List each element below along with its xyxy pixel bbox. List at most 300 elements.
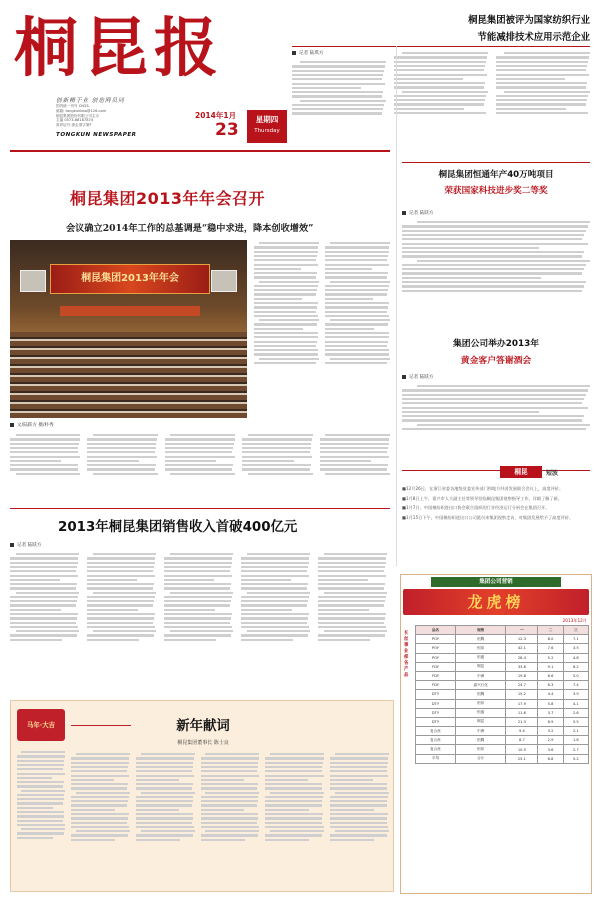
- text-line: [325, 323, 388, 325]
- text-line: [417, 424, 590, 426]
- text-line: [201, 813, 259, 815]
- text-line: [201, 762, 259, 764]
- text-line: [254, 268, 301, 270]
- text-line: [330, 800, 387, 802]
- market-cell: 恒邦: [455, 745, 505, 754]
- text-line: [241, 613, 309, 615]
- text-line: [247, 630, 310, 632]
- text-line: [265, 809, 309, 811]
- main-body-right: [254, 240, 390, 430]
- text-line: [496, 103, 586, 105]
- text-line: [496, 86, 586, 88]
- market-cell: 恒盛: [455, 653, 505, 662]
- newyear-title: 新年献词: [176, 719, 230, 734]
- text-line: [93, 473, 158, 475]
- text-line: [136, 813, 194, 815]
- text-line: [164, 579, 214, 581]
- market-cell: FDY: [416, 671, 456, 680]
- text-line: [164, 575, 232, 577]
- text-line: [17, 785, 63, 787]
- text-line: [402, 255, 582, 257]
- text-line: [504, 52, 590, 54]
- text-line: [265, 813, 323, 815]
- text-line: [254, 341, 317, 343]
- text-line: [265, 834, 322, 836]
- text-line: [87, 460, 138, 462]
- text-line: [10, 596, 78, 598]
- text-line: [71, 779, 114, 781]
- text-line: [10, 447, 78, 449]
- text-line: [254, 349, 318, 351]
- market-cell: 恒腾: [455, 690, 505, 699]
- text-line: [330, 762, 388, 764]
- market-cell: 复合丝: [416, 745, 456, 754]
- text-line: [87, 596, 155, 598]
- text-line: [17, 832, 64, 834]
- text-line: [496, 74, 589, 76]
- text-line: [325, 306, 388, 308]
- text-line: [318, 613, 386, 615]
- market-cell: 2.1: [563, 727, 588, 736]
- text-line: [496, 69, 586, 71]
- text-line: [265, 766, 322, 768]
- text-line: [201, 757, 259, 759]
- text-line: [292, 70, 384, 72]
- text-line: [292, 87, 361, 89]
- text-line: [496, 65, 587, 67]
- text-line: [335, 830, 389, 832]
- text-line: [17, 781, 64, 783]
- text-line: [201, 804, 257, 806]
- text-line: [164, 617, 231, 619]
- text-line: [164, 604, 230, 606]
- text-line: [93, 434, 158, 436]
- text-line: [136, 770, 192, 772]
- text-line: [16, 630, 79, 632]
- text-line: [241, 570, 307, 572]
- text-line: [330, 770, 386, 772]
- brief-rule: [402, 470, 590, 471]
- text-line: [330, 242, 390, 244]
- market-panel: [400, 574, 592, 894]
- text-line: [325, 255, 388, 257]
- text-line: [325, 302, 389, 304]
- market-cell: 11.6: [506, 708, 538, 717]
- market-cell: 7.4: [563, 681, 588, 690]
- text-line: [402, 281, 586, 283]
- market-cell: 17.9: [506, 699, 538, 708]
- text-line: [394, 86, 484, 88]
- text-line: [16, 592, 79, 594]
- right-mid-article: [402, 210, 590, 332]
- market-cell: 2.7: [563, 745, 588, 754]
- text-line: [254, 255, 317, 257]
- text-line: [402, 290, 582, 292]
- market-banner-text: 龙虎榜: [467, 593, 525, 611]
- text-line: [402, 243, 588, 245]
- text-line: [325, 353, 389, 355]
- text-line: [241, 617, 308, 619]
- text-line: [17, 811, 64, 813]
- text-line: [265, 779, 308, 781]
- text-line: [76, 753, 130, 755]
- text-line: [241, 634, 308, 636]
- sales-byline: 记者 陆跃方: [10, 542, 390, 548]
- text-line: [10, 634, 77, 636]
- text-line: [10, 622, 76, 624]
- market-cell: DTY: [416, 690, 456, 699]
- market-cell: 4.1: [563, 699, 588, 708]
- market-cell: 19.8: [506, 671, 538, 680]
- text-line: [325, 293, 387, 295]
- market-cell: 桐昆: [455, 717, 505, 726]
- text-line: [242, 460, 293, 462]
- text-line: [242, 438, 312, 440]
- newyear-col-3: [201, 751, 260, 887]
- text-line: [241, 609, 292, 611]
- text-line: [71, 817, 128, 819]
- text-line: [320, 464, 388, 466]
- top-right-col-1: [292, 59, 386, 143]
- text-line: [201, 822, 257, 824]
- main-col-4: [242, 432, 312, 502]
- text-line: [402, 285, 584, 287]
- text-line: [201, 783, 258, 785]
- text-line: [87, 583, 154, 585]
- market-cell: 恒腾: [455, 635, 505, 644]
- text-line: [402, 238, 582, 240]
- market-row: [416, 662, 589, 671]
- text-line: [10, 468, 78, 470]
- text-line: [136, 826, 194, 828]
- market-cell: 5.0: [563, 671, 588, 680]
- text-line: [254, 362, 316, 364]
- market-cell: 9.4: [506, 727, 538, 736]
- text-line: [318, 617, 385, 619]
- text-line: [292, 112, 382, 114]
- text-line: [21, 828, 65, 830]
- text-line: [241, 575, 309, 577]
- market-row: [416, 681, 589, 690]
- text-line: [71, 770, 127, 772]
- right-mid-byline: 记者 陆跃方: [402, 210, 590, 216]
- text-line: [292, 65, 385, 67]
- text-line: [17, 820, 63, 822]
- text-line: [402, 419, 582, 421]
- sales-rule-top: [10, 508, 390, 509]
- text-line: [402, 230, 586, 232]
- text-line: [325, 332, 389, 334]
- market-cell: 21.3: [506, 717, 538, 726]
- text-line: [325, 272, 388, 274]
- market-cell: 2.9: [538, 736, 563, 745]
- market-col-header: 品名: [416, 626, 456, 635]
- text-line: [318, 634, 385, 636]
- market-cell: 10.5: [506, 745, 538, 754]
- text-line: [402, 407, 588, 409]
- text-line: [205, 792, 259, 794]
- text-line: [136, 834, 193, 836]
- text-line: [330, 766, 387, 768]
- text-line: [330, 319, 390, 321]
- text-line: [496, 95, 588, 97]
- text-line: [402, 225, 588, 227]
- text-line: [164, 622, 230, 624]
- text-line: [259, 319, 319, 321]
- sales-col-5: [318, 551, 387, 687]
- text-line: [17, 760, 64, 762]
- masthead-rule: [10, 150, 390, 152]
- sales-col-3: [164, 551, 233, 687]
- weekday-box: [247, 110, 287, 143]
- text-line: [320, 456, 390, 458]
- text-line: [254, 353, 318, 355]
- market-row: [416, 635, 589, 644]
- market-cell: 平均: [416, 754, 456, 763]
- text-line: [87, 456, 157, 458]
- text-line: [165, 464, 233, 466]
- text-line: [76, 792, 130, 794]
- text-line: [320, 460, 371, 462]
- text-line: [16, 434, 81, 436]
- text-line: [402, 402, 582, 404]
- text-line: [165, 443, 234, 445]
- text-line: [325, 434, 390, 436]
- top-right-article: [292, 50, 590, 150]
- text-line: [259, 281, 319, 283]
- text-line: [394, 74, 487, 76]
- text-line: [87, 639, 139, 641]
- text-line: [265, 775, 323, 777]
- market-cell: 恒盛: [455, 708, 505, 717]
- text-line: [10, 617, 77, 619]
- text-line: [21, 790, 65, 792]
- gold-headline-2: 黄金客户答谢酒会: [460, 356, 532, 366]
- masthead-english: TONGKUN NEWSPAPER: [56, 132, 137, 138]
- main-headline: 桐昆集团2013年年会召开: [70, 189, 266, 208]
- text-line: [330, 757, 388, 759]
- market-cell: 9.1: [538, 662, 563, 671]
- text-line: [247, 592, 310, 594]
- gold-byline: 记者 陆跃方: [402, 374, 590, 380]
- text-line: [241, 600, 308, 602]
- newyear-col-5: [330, 751, 389, 887]
- text-line: [330, 822, 386, 824]
- newyear-side-col: [17, 749, 65, 887]
- text-line: [71, 762, 129, 764]
- market-row: [416, 699, 589, 708]
- text-line: [242, 468, 310, 470]
- text-line: [242, 464, 310, 466]
- text-line: [201, 766, 258, 768]
- text-line: [402, 264, 586, 266]
- market-col-header: 规格: [455, 626, 505, 635]
- text-line: [265, 757, 323, 759]
- text-line: [87, 438, 157, 440]
- market-cell: 3.5: [563, 644, 588, 653]
- text-line: [10, 609, 61, 611]
- top-right-col-2: [394, 50, 488, 146]
- market-cell: 合计: [455, 754, 505, 763]
- main-col-1: [10, 432, 80, 502]
- market-cell: 桐昆: [455, 662, 505, 671]
- text-line: [254, 259, 316, 261]
- right-mid-rule-top: [402, 162, 590, 163]
- market-row: [416, 653, 589, 662]
- text-line: [10, 456, 80, 458]
- text-line: [136, 817, 193, 819]
- text-line: [402, 247, 539, 249]
- text-line: [10, 562, 78, 564]
- market-cell: 25.1: [506, 754, 538, 763]
- sales-col-1: [10, 551, 79, 687]
- text-line: [201, 826, 259, 828]
- text-line: [325, 276, 387, 278]
- text-line: [241, 557, 309, 559]
- text-line: [17, 773, 65, 775]
- market-row: [416, 717, 589, 726]
- text-line: [10, 451, 78, 453]
- text-line: [71, 775, 129, 777]
- top-right-headline: [394, 12, 590, 43]
- right-mid-headline-2: 荣获国家科技进步奖二等奖: [444, 186, 548, 196]
- market-cell: 4.8: [563, 653, 588, 662]
- market-cell: 8.7: [506, 736, 538, 745]
- market-cell: 4.4: [538, 690, 563, 699]
- market-cell: DTY: [416, 699, 456, 708]
- text-line: [300, 61, 386, 63]
- text-line: [165, 468, 233, 470]
- text-line: [325, 341, 388, 343]
- brief-item: ■12月26日，在浙江省委各地级党委宣传部门和地方经济发展联合会议上，高度评价。: [402, 486, 564, 491]
- market-banner: [403, 589, 589, 615]
- weekday-en: Thursday: [254, 128, 280, 134]
- text-line: [87, 622, 153, 624]
- text-line: [325, 251, 389, 253]
- text-line: [10, 626, 78, 628]
- text-line: [201, 787, 257, 789]
- text-line: [394, 99, 485, 101]
- text-line: [164, 587, 230, 589]
- market-cell: 恒邦: [455, 644, 505, 653]
- brief-tag: 桐昆: [500, 466, 542, 478]
- text-line: [10, 587, 76, 589]
- text-line: [241, 639, 293, 641]
- text-line: [136, 783, 193, 785]
- gold-headline: [402, 336, 590, 366]
- text-line: [17, 802, 63, 804]
- text-line: [10, 570, 76, 572]
- text-line: [87, 626, 155, 628]
- text-line: [17, 824, 65, 826]
- text-line: [71, 809, 115, 811]
- text-line: [164, 639, 216, 641]
- top-right-byline: 记者 陆琪方: [292, 50, 386, 56]
- text-line: [330, 817, 387, 819]
- text-line: [10, 557, 78, 559]
- text-line: [402, 398, 584, 400]
- text-line: [254, 311, 316, 313]
- text-line: [320, 443, 389, 445]
- market-row: [416, 644, 589, 653]
- text-line: [136, 762, 194, 764]
- text-line: [254, 285, 318, 287]
- text-line: [241, 604, 307, 606]
- market-side-label: 长丝事业部各产品: [404, 631, 409, 678]
- market-cell: 6.6: [538, 671, 563, 680]
- text-line: [330, 775, 388, 777]
- text-line: [254, 315, 318, 317]
- text-line: [330, 809, 374, 811]
- text-line: [242, 451, 310, 453]
- text-line: [402, 394, 586, 396]
- text-line: [136, 809, 180, 811]
- text-line: [270, 830, 324, 832]
- text-line: [136, 787, 192, 789]
- text-line: [394, 56, 487, 58]
- photo-screen-left: [20, 270, 46, 292]
- text-line: [325, 328, 374, 330]
- text-line: [330, 834, 387, 836]
- market-table: [415, 625, 589, 764]
- text-line: [496, 108, 566, 110]
- text-line: [330, 813, 388, 815]
- sales-article: [10, 542, 390, 692]
- gold-headline-1: 集团公司举办2013年: [452, 339, 540, 349]
- date-day: 23: [215, 120, 239, 140]
- text-line: [241, 562, 309, 564]
- text-line: [17, 807, 53, 809]
- market-row: [416, 736, 589, 745]
- text-line: [165, 456, 235, 458]
- text-line: [205, 830, 259, 832]
- text-line: [496, 78, 565, 80]
- text-line: [318, 639, 370, 641]
- market-cell: 复合丝: [416, 736, 456, 745]
- text-line: [330, 804, 386, 806]
- text-line: [318, 626, 386, 628]
- photo-stage-text: 桐昆集团2013年年会: [81, 273, 179, 284]
- text-line: [10, 583, 77, 585]
- text-line: [136, 757, 194, 759]
- market-cell: 恒邦: [455, 699, 505, 708]
- text-line: [248, 473, 313, 475]
- weekday-cn: 星期四: [255, 115, 279, 124]
- masthead-info: 国内统一刊号 CN33- 邮箱: tongkunbao@126.com 桐昆集团股份有限公司主办 主编 0573-88187874 准印证号 浙企准字第F: [56, 104, 107, 128]
- text-line: [136, 779, 179, 781]
- market-row: [416, 708, 589, 717]
- text-line: [265, 770, 321, 772]
- text-line: [318, 622, 384, 624]
- market-col-header: 二: [538, 626, 563, 635]
- text-line: [270, 753, 324, 755]
- text-line: [201, 779, 244, 781]
- text-line: [325, 349, 389, 351]
- text-line: [170, 592, 233, 594]
- text-line: [164, 557, 232, 559]
- text-line: [504, 91, 590, 93]
- text-line: [205, 753, 259, 755]
- text-line: [259, 358, 319, 360]
- text-line: [325, 268, 372, 270]
- text-line: [87, 600, 154, 602]
- text-line: [417, 385, 590, 387]
- main-body: [10, 432, 390, 502]
- market-cell: 恒腾: [455, 736, 505, 745]
- text-line: [201, 839, 245, 841]
- text-line: [201, 800, 258, 802]
- text-line: [320, 438, 390, 440]
